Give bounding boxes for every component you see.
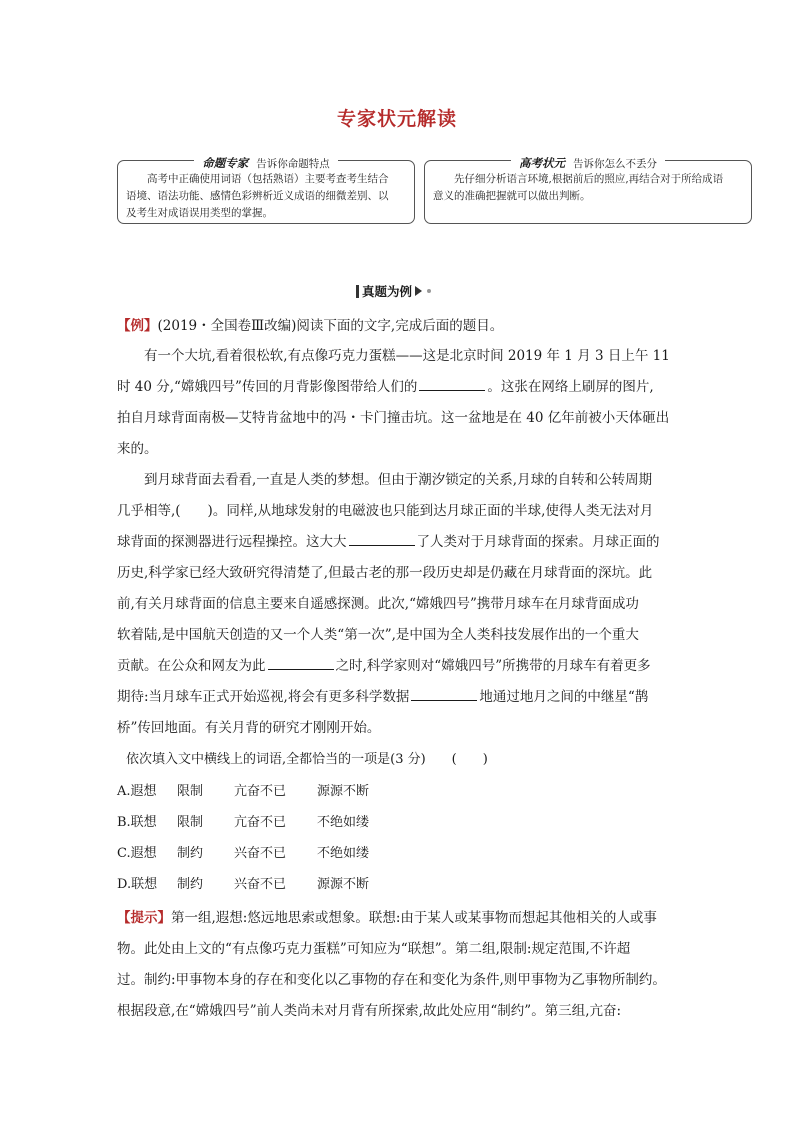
option-b[interactable] [117,811,407,830]
passage-text: 贡献。在公众和网友为此 [117,658,266,674]
option-label: A.遐想 [117,784,157,799]
box-heading-text: 告诉你怎么不丢分 [569,158,661,170]
passage-line: 有一个大坑,看着很松软,有点像巧克力蛋糕——这是北京时间 2019 年 1 月 3 日上午 11 [144,348,670,364]
passage-text: 地通过地月之间的中继星“鹊 [479,689,649,705]
option-label: D.联想 [117,877,158,892]
passage-line [117,654,651,674]
example-source [117,314,503,334]
passage-line: 到月球背面去看看,一直是人类的梦想。但由于潮汐锁定的关系,月球的自转和公转周期 [144,472,653,488]
option-word: 限制 [177,784,204,799]
passage-line [117,685,648,705]
fill-blank[interactable] [349,533,415,546]
passage-line: 历史,科学家已经大致研究得清楚了,但最古老的那一段历史却是仍藏在月球背面的深坑。此 [117,565,653,581]
dot-icon [427,289,431,293]
passage-text: 之时,科学家则对“嫦娥四号”所携带的月球车有着更多 [335,658,651,674]
passage-line: 桥”传回地面。有关月背的研究才刚刚开始。 [117,720,381,736]
question-stem: 依次填入文中横线上的词语,全都恰当的一项是(3 分) ( ) [126,752,488,767]
box-heading [118,152,414,171]
option-word: 不绝如缕 [317,815,370,830]
option-word: 不绝如缕 [317,846,370,861]
passage-line: 来的。 [117,441,158,457]
hint-line: 物。此处由上文的“有点像巧克力蛋糕”可知应为“联想”。第二组,限制:规定范围,不许超 [117,941,631,957]
passage-line: 软着陆,是中国航天创造的又一个人类“第一次”,是中国为全人类科技发展作出的一个重大 [117,627,639,643]
option-word: 亢奋不已 [234,784,287,799]
box-line: 意义的准确把握就可以做出判断。 [433,190,591,202]
example-source-text: (2019・全国卷Ⅲ改编)阅读下面的文字,完成后面的题目。 [157,318,504,334]
option-c[interactable] [117,842,407,861]
hint-line: 根据段意,在“嫦娥四号”前人类尚未对月背有所探索,故此处应用“制约”。第三组,亢奋: [117,1003,622,1019]
option-label: C.遐想 [117,846,157,861]
hint-line: 过。制约:甲事物本身的存在和变化以乙事物的存在和变化为条件,则甲事物为乙事物所制约。 [117,972,666,988]
passage-text: 期待:当月球车正式开始巡视,将会有更多科学数据 [117,689,410,705]
fill-blank[interactable] [268,657,334,670]
option-word: 限制 [177,815,204,830]
box-body [126,171,406,222]
triangle-icon [415,286,422,296]
option-d[interactable] [117,873,407,892]
option-label: B.联想 [117,815,157,830]
passage-text: 了人类对于月球背面的探索。月球正面的 [416,534,660,550]
passage-line [117,530,660,550]
fill-blank[interactable] [419,378,485,391]
passage-line: 拍自月球背面南极—艾特肯盆地中的冯・卡门撞击坑。这一盆地是在 40 亿年前被小天体砸出 [117,410,670,426]
top-scorer-box [424,156,752,224]
proposition-expert-box [117,156,415,224]
box-line: 高考中正确使用词语（包括熟语）主要考查考生结合 [147,173,389,185]
section-heading [356,282,431,300]
option-word: 源源不断 [317,877,370,892]
option-word: 制约 [177,877,204,892]
box-line: 及考生对成语误用类型的掌握。 [126,207,273,219]
page-title: 专家状元解读 [336,108,457,130]
fill-blank[interactable] [411,688,477,701]
passage-text: 球背面的探测器进行远程操控。这大大 [117,534,347,550]
box-heading-emphasis: 高考状元 [515,156,569,170]
box-line: 语境、语法功能、感情色彩辨析近义成语的细微差别、以 [126,190,389,202]
box-body [433,171,743,205]
option-word: 兴奋不已 [234,846,287,861]
option-a[interactable] [117,780,407,799]
hint-text: 第一组,遐想:悠远地思索或想象。联想:由于某人或某事物而想起其他相关的人或事 [171,910,657,926]
section-heading-text: 真题为例 [362,284,413,299]
option-word: 制约 [177,846,204,861]
passage-text: 。这张在网络上刷屏的图片, [487,379,654,395]
box-heading [425,152,751,171]
option-word: 源源不断 [317,784,370,799]
option-word: 兴奋不已 [234,877,287,892]
box-line: 先仔细分析语言环境,根据前后的照应,再结合对于所给成语 [454,173,724,185]
passage-text: 时 40 分,“嫦娥四号”传回的月背影像图带给人们的 [117,379,418,395]
example-tag: 【例】 [117,318,158,334]
box-heading-emphasis: 命题专家 [198,156,252,170]
box-heading-text: 告诉你命题特点 [252,158,334,170]
bar-icon [356,285,359,298]
hint-tag: 【提示】 [117,910,171,926]
passage-line [117,375,654,395]
option-word: 亢奋不已 [234,815,287,830]
passage-line: 几乎相等,( )。同样,从地球发射的电磁波也只能到达月球正面的半球,使得人类无法对月 [117,503,654,519]
passage-line: 前,有关月球背面的信息主要来自遥感探测。此次,“嫦娥四号”携带月球车在月球背面成功 [117,596,639,612]
hint-line [117,906,657,926]
